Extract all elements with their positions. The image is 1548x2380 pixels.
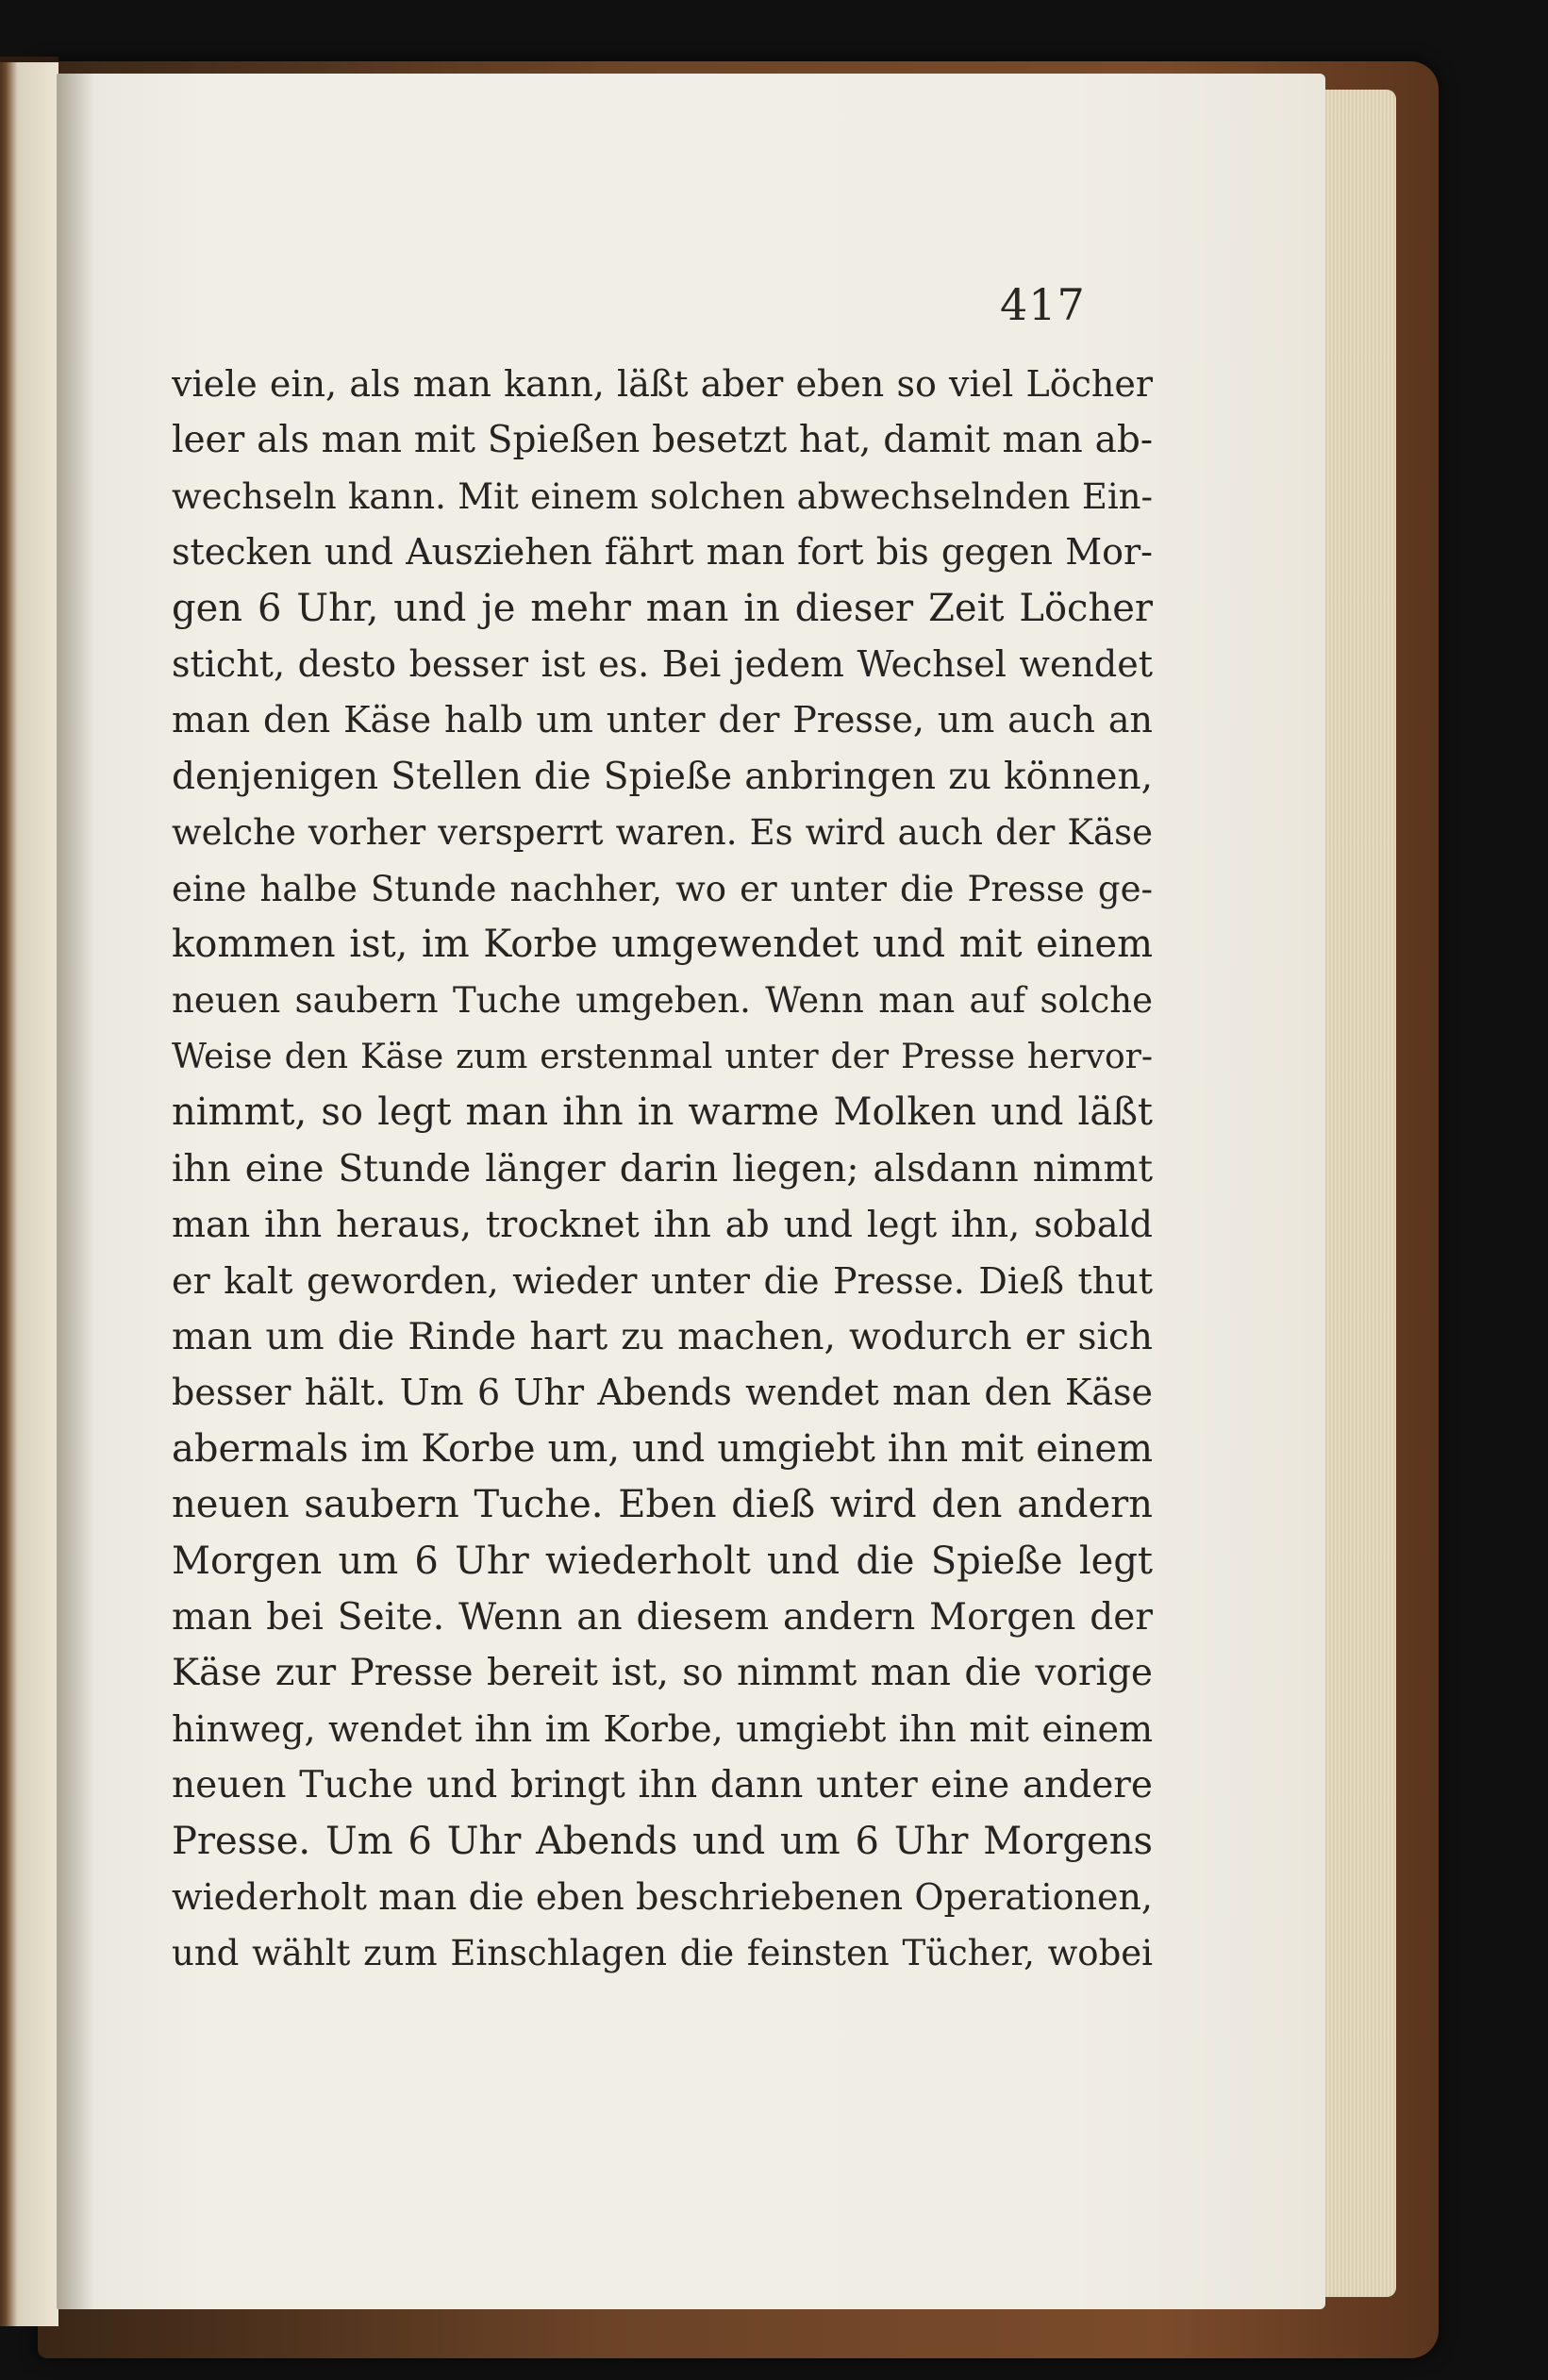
text-line: man um die Rinde hart zu machen, wodurch er sich: [172, 1315, 1153, 1358]
previous-page-edge: [0, 57, 58, 2326]
gutter-shadow: [57, 74, 94, 2309]
book-page: [57, 74, 1325, 2309]
text-line: welche vorher versperrt waren. Es wird auch der Käse: [172, 812, 1153, 854]
text-line: gen 6 Uhr, und je mehr man in dieser Zeit Löcher: [172, 586, 1153, 630]
text-line: neuen saubern Tuche. Eben dieß wird den andern: [172, 1483, 1153, 1527]
text-line: er kalt geworden, wieder unter die Presse. Dieß thut: [172, 1259, 1153, 1302]
text-line: abermals im Korbe um, und umgiebt ihn mit einem: [172, 1426, 1153, 1471]
text-line: viele ein, als man kann, läßt aber eben so viel Löcher: [172, 363, 1153, 405]
page-number: 417: [1000, 279, 1086, 330]
text-line: hinweg, wendet ihn im Korbe, umgiebt ihn mit einem: [172, 1707, 1153, 1750]
text-line: eine halbe Stunde nachher, wo er unter die Presse ge-: [172, 868, 1153, 909]
text-line: Weise den Käse zum erstenmal unter der Presse hervor-: [172, 1037, 1153, 1076]
text-line: nimmt, so legt man ihn in warme Molken und läßt: [172, 1090, 1153, 1135]
text-line: man ihn heraus, trocknet ihn ab und legt ihn, sobald: [172, 1204, 1153, 1246]
text-line: Käse zur Presse bereit ist, so nimmt man die vorige: [172, 1652, 1153, 1695]
text-line: wiederholt man die eben beschriebenen Operationen,: [172, 1875, 1153, 1918]
text-line: besser hält. Um 6 Uhr Abends wendet man den Käse: [172, 1372, 1153, 1414]
text-line: und wählt zum Einschlagen die feinsten Tücher, wobei: [172, 1933, 1153, 1974]
text-line: denjenigen Stellen die Spieße anbringen zu können,: [172, 755, 1153, 798]
text-line: man den Käse halb um unter der Presse, um auch an: [172, 699, 1153, 741]
text-line: man bei Seite. Wenn an diesem andern Morgen der: [172, 1595, 1153, 1639]
text-line: neuen saubern Tuche umgeben. Wenn man auf solche: [172, 980, 1153, 1022]
text-line: sticht, desto besser ist es. Bei jedem Wechsel wendet: [172, 643, 1153, 686]
text-line: ihn eine Stunde länger darin liegen; alsdann nimmt: [172, 1147, 1153, 1190]
text-line: wechseln kann. Mit einem solchen abwechselnden Ein-: [172, 475, 1153, 517]
page-body-text: [172, 357, 1153, 1982]
text-line: neuen Tuche und bringt ihn dann unter eine andere: [172, 1764, 1153, 1807]
text-line: leer als man mit Spießen besetzt hat, damit man ab-: [172, 419, 1153, 462]
text-line: kommen ist, im Korbe umgewendet und mit einem: [172, 923, 1153, 967]
text-line: Presse. Um 6 Uhr Abends und um 6 Uhr Morgens: [172, 1819, 1153, 1863]
text-line: stecken und Ausziehen fährt man fort bis gegen Mor-: [172, 531, 1153, 574]
text-line: Morgen um 6 Uhr wiederholt und die Spieße legt: [172, 1539, 1153, 1583]
